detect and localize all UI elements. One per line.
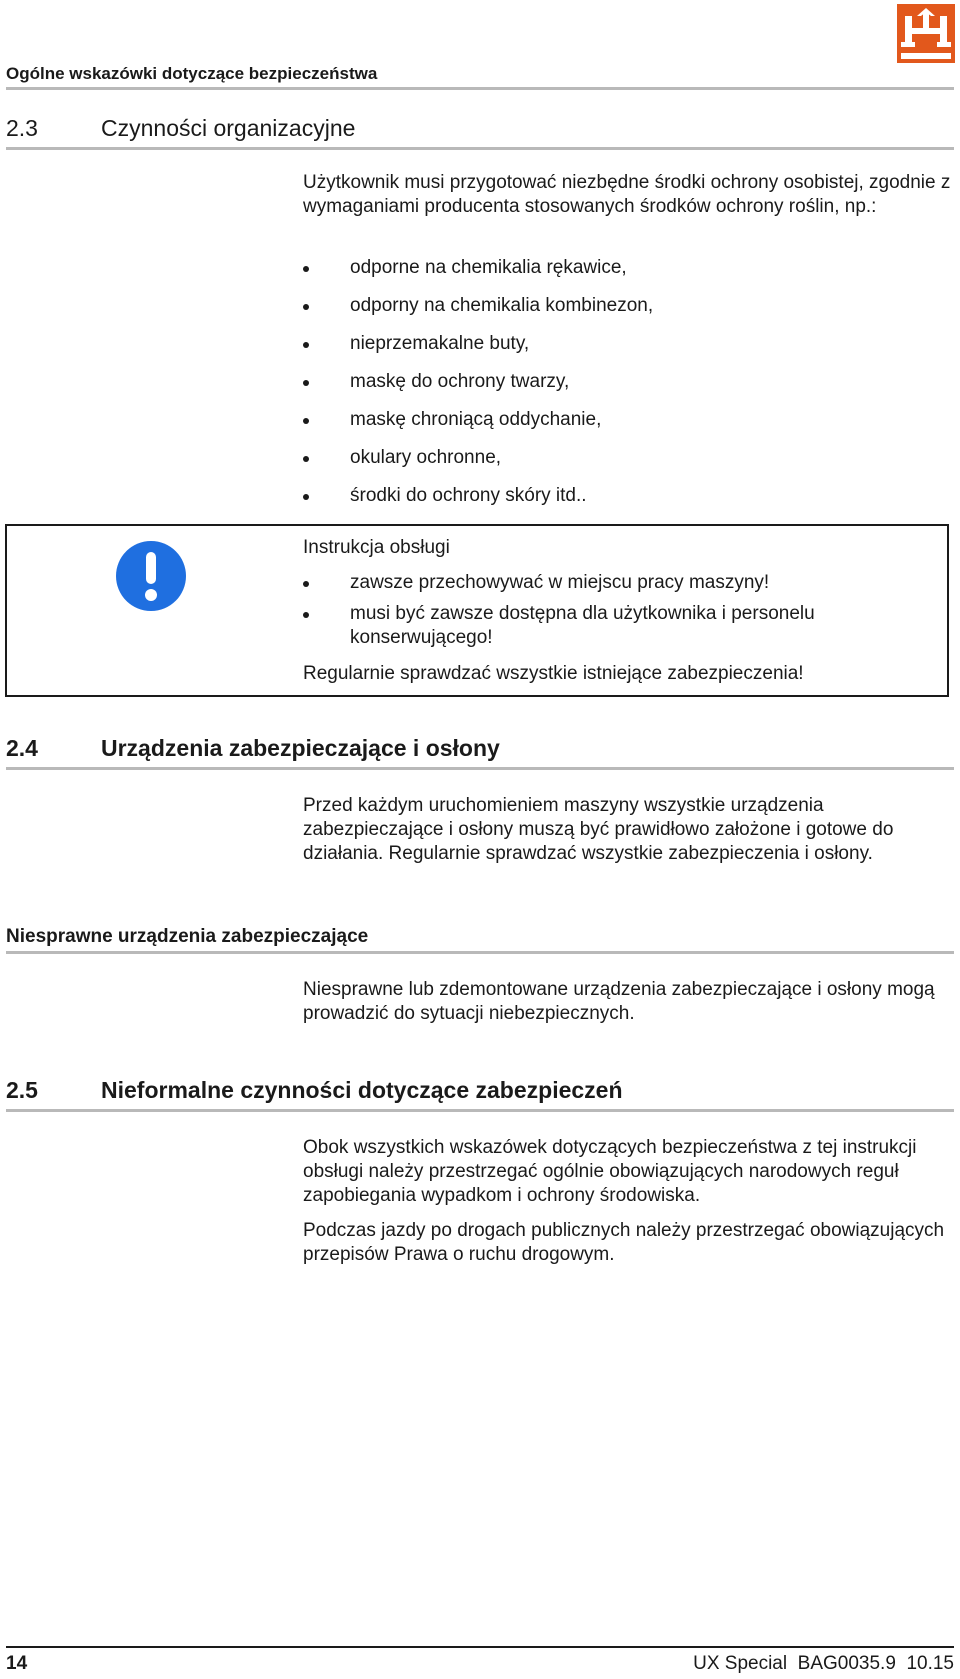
document-id: UX Special BAG0035.9 10.15 — [693, 1653, 954, 1674]
header-rule — [6, 87, 954, 90]
bullet-icon — [303, 266, 309, 272]
bullet-icon — [303, 304, 309, 310]
section-number: 2.5 — [6, 1077, 38, 1103]
section-number: 2.4 — [6, 735, 38, 761]
bullet-icon — [303, 342, 309, 348]
section-rule — [6, 1109, 954, 1112]
section-number: 2.3 — [6, 115, 38, 141]
section-title: Czynności organizacyjne — [101, 115, 356, 141]
section-title: Urządzenia zabezpieczające i osłony — [101, 735, 500, 761]
amazone-logo — [897, 4, 955, 63]
footer-rule — [6, 1646, 954, 1648]
section-rule — [6, 147, 954, 150]
amazone-logo-icon — [897, 4, 955, 63]
bullet-icon — [303, 418, 309, 424]
subsection-text: Niesprawne lub zdemontowane urządzenia zabezpieczające i osłony mogą prowadzić do sytuacji niebezpiecznych. — [303, 979, 935, 1024]
bullet-icon — [303, 494, 309, 500]
section-text: Przed każdym uruchomieniem maszyny wszystkie urządzenia zabezpieczające i osłony muszą być prawidłowo założone i gotowe do działania. Regularnie sprawdzać wszystkie zabezpieczenia i osłony. — [303, 795, 894, 864]
exclamation-circle-icon — [115, 540, 187, 612]
bullet-icon — [303, 612, 309, 618]
notice-footer: Regularnie sprawdzać wszystkie istniejące zabezpieczenia! — [303, 663, 804, 684]
bullet-icon — [303, 380, 309, 386]
section-paragraph: Obok wszystkich wskazówek dotyczących bezpieczeństwa z tej instrukcji obsługi należy przestrzegać ogólnie obowiązujących narodowych reguł zapobiegania wypadkom i ochrony środowiska. — [303, 1137, 917, 1206]
bullet-icon — [303, 581, 309, 587]
subsection-title: Niesprawne urządzenia zabezpieczające — [6, 926, 369, 947]
section-paragraph: Podczas jazdy po drogach publicznych należy przestrzegać obowiązujących przepisów Prawa o ruchu drogowym. — [303, 1220, 945, 1265]
bullet-icon — [303, 456, 309, 462]
running-header-title: Ogólne wskazówki dotyczące bezpieczeństwa — [6, 64, 378, 83]
page-number: 14 — [6, 1653, 28, 1674]
section-title: Nieformalne czynności dotyczące zabezpieczeń — [101, 1077, 623, 1103]
section-rule — [6, 767, 954, 770]
subsection-rule — [6, 951, 954, 954]
notice-heading: Instrukcja obsługi — [303, 537, 450, 558]
section-intro: Użytkownik musi przygotować niezbędne środki ochrony osobistej, zgodnie z wymaganiami producenta stosowanych środków ochrony roślin, np.: — [303, 172, 951, 217]
